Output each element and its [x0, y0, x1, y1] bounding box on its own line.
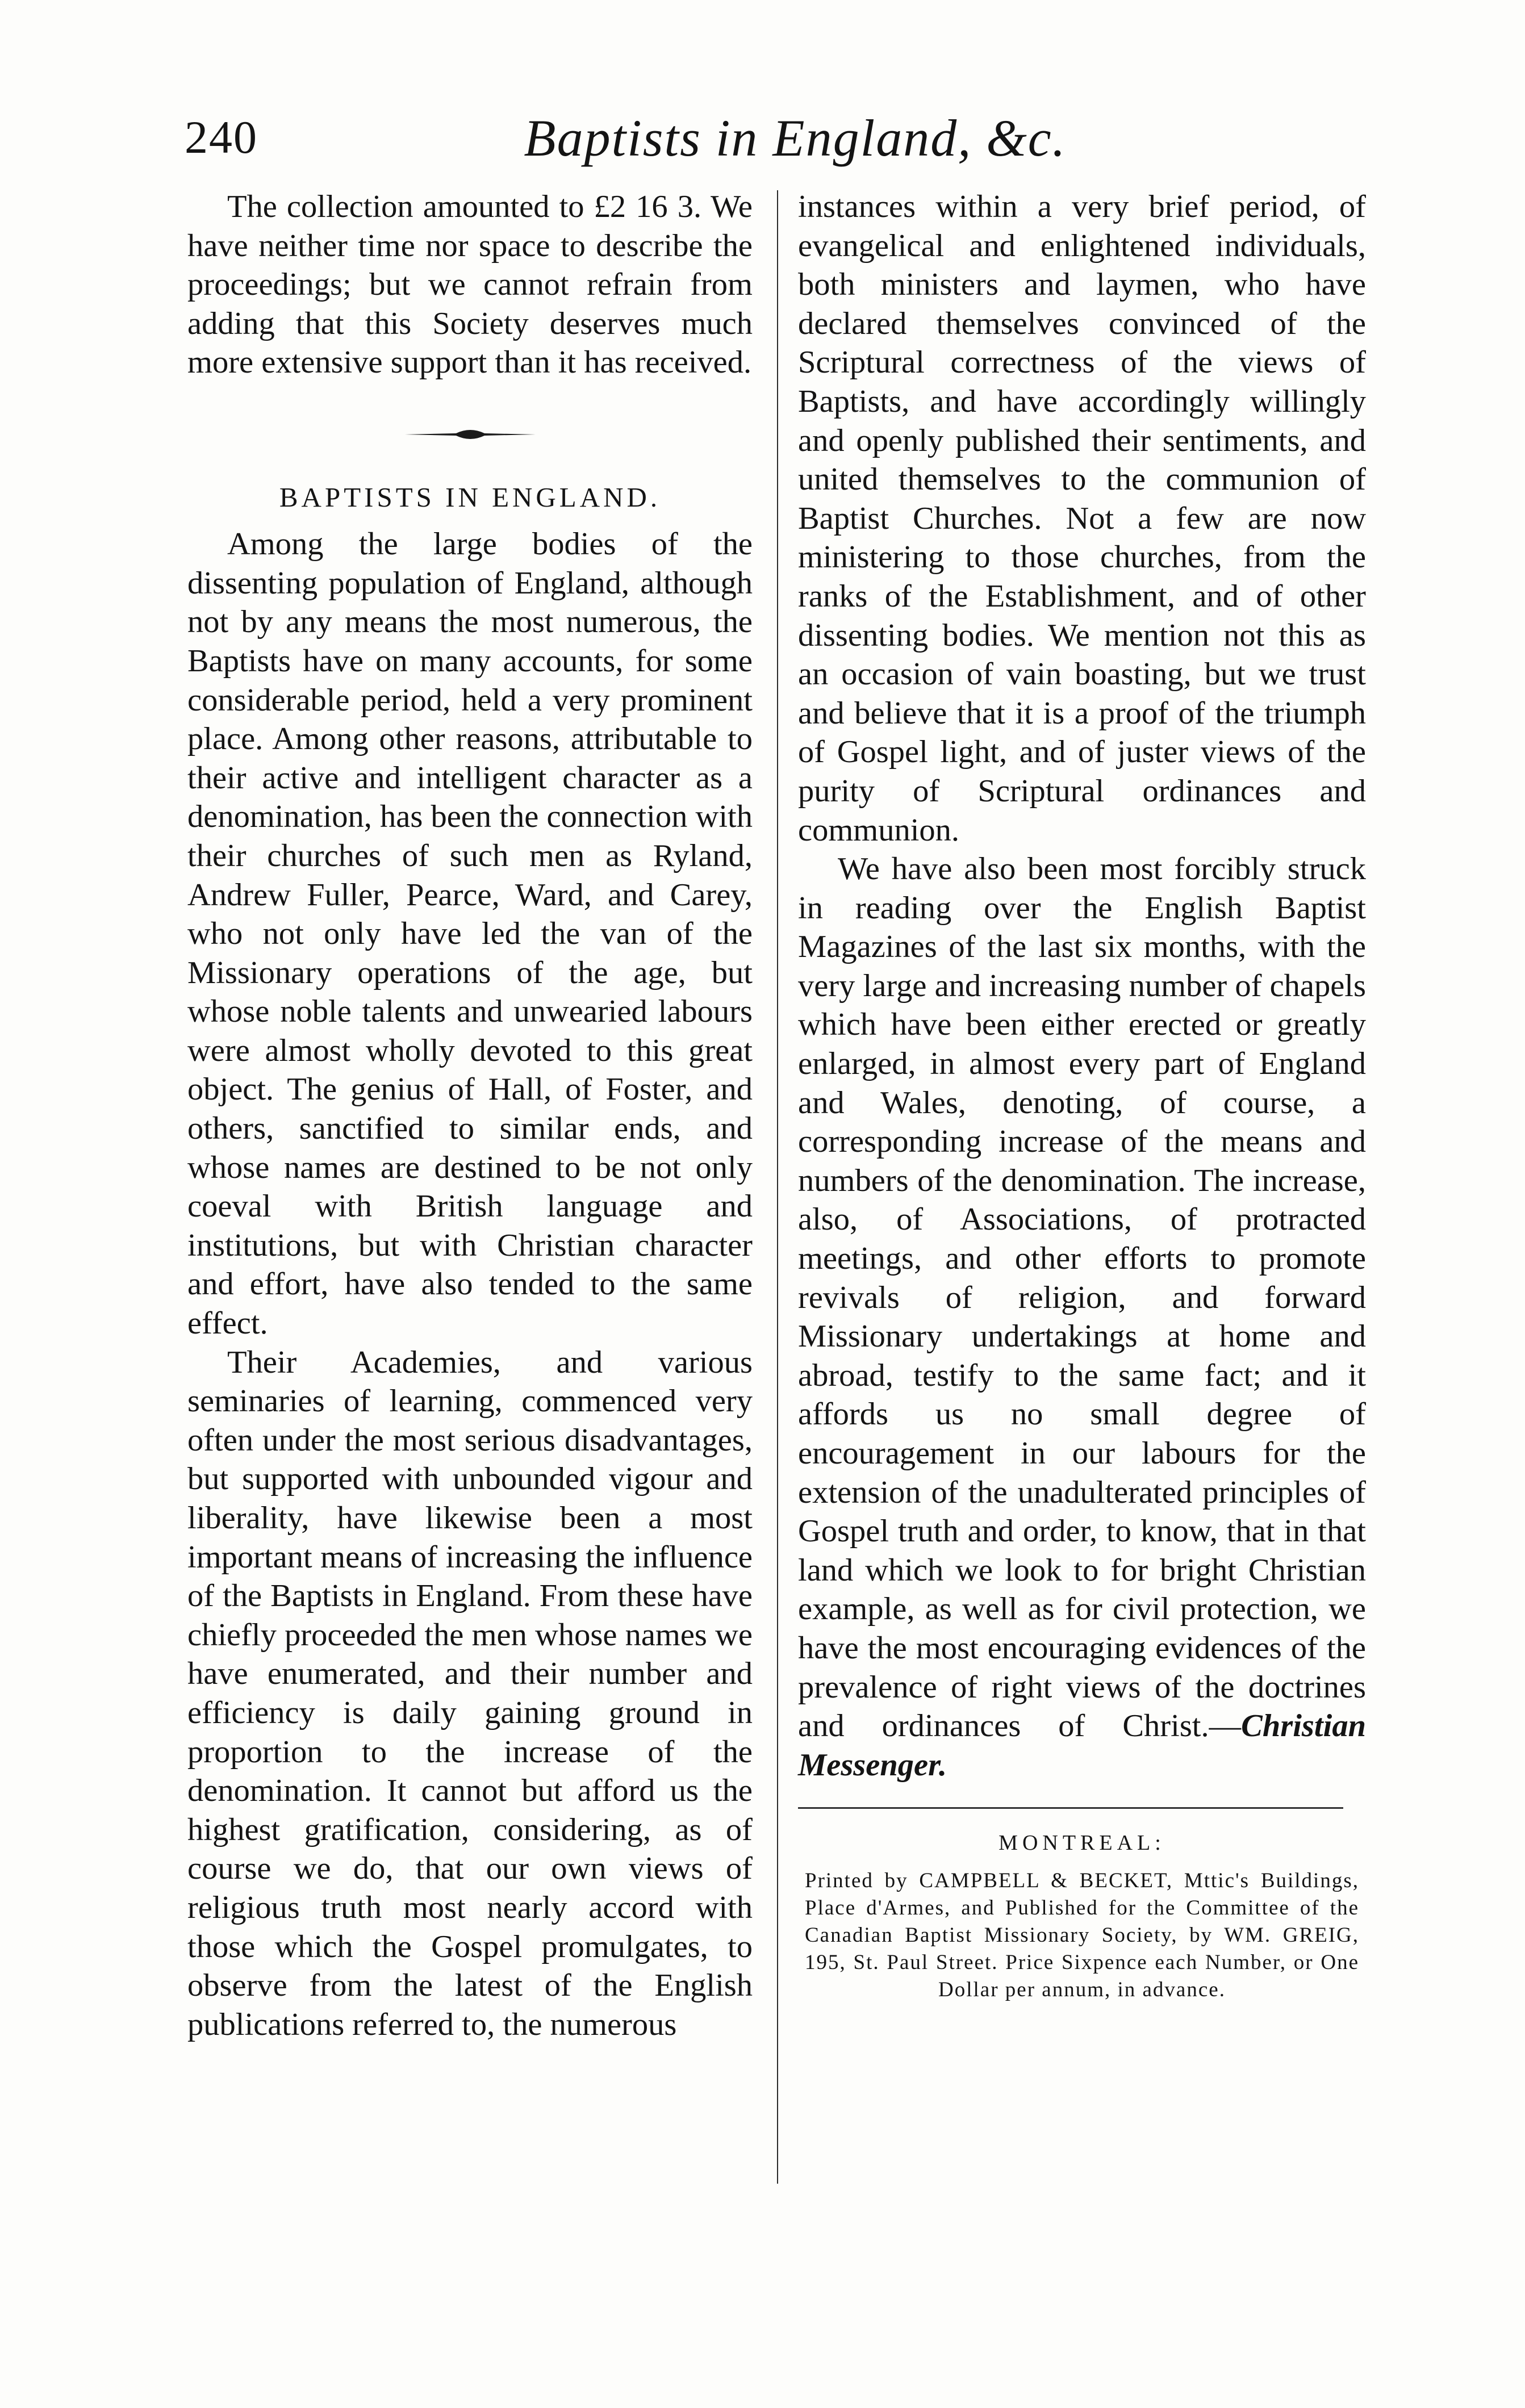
left-column: [187, 187, 753, 2044]
page-number: 240: [185, 111, 258, 163]
imprint-place: MONTREAL:: [998, 1831, 1165, 1855]
section-heading: BAPTISTS IN ENGLAND.: [279, 481, 661, 513]
article-paragraph-4: [798, 850, 1366, 1784]
running-title: Baptists in England, &c.: [524, 109, 1067, 167]
article-paragraph-3: instances within a very brief period, of evangelical and enlightened individuals, both ministers and laymen, who have declared themselves convinced of the Scriptural correctness of the views of Baptists, and have accordingly willingly and openly published their sentiments, and united themselves to the communion of Baptist Churches. Not a few are now ministering to those churches, from the ranks of the Establishment, and of other dissenting bodies. We mention not this as an occasion of vain boasting, but we trust and believe that it is a proof of the triumph of Gospel light, and of juster views of the purity of Scriptural ordinances and communion.: [798, 189, 1366, 848]
article-paragraph-2: Their Academies, and various seminaries of learning, commenced very often under the most serious disadvantages, but supported with unbounded vigour and liberality, have likewise been a most important means of increasing the influence of the Baptists in England. From these have chiefly proceeded the men whose names we have enumerated, and their number and efficiency is daily gaining ground in proportion to the increase of the denomination. It cannot but afford us the highest gratification, considering, as of course we do, that our own views of religious truth most nearly accord with those which the Gospel promulgates, to observe from the latest of the English publications referred to, the numerous: [187, 1344, 753, 2042]
column-divider: [777, 190, 778, 2184]
imprint-text: Printed by CAMPBELL & BECKET, Mttic's Buildings, Place d'Armes, and Published for the Committee of the Canadian Baptist Missionary Society, by WM. GREIG, 195, St. Paul Street. Price Sixpence each Number, or One Dollar per annum, in advance.: [805, 1868, 1359, 2001]
article-paragraph-1: Among the large bodies of the dissenting population of England, although not by any means the most numerous, the Baptists have on many accounts, for some considerable period, held a very prominent place. Among other reasons, attributable to their active and intelligent character as a denomination, has been the connection with their churches of such men as Ryland, Andrew Fuller, Pearce, Ward, and Carey, who not only have led the van of the Missionary operations of the age, but whose noble talents and unwearied labours were almost wholly devoted to this great object. The genius of Hall, of Foster, and others, sanctified to similar ends, and whose names are destined to be not only coeval with British language and institutions, but with Christian character and effort, have also tended to the same effect.: [187, 526, 753, 1341]
ornament-divider: [187, 416, 753, 455]
imprint-rule: [798, 1807, 1343, 1809]
intro-paragraph: The collection amounted to £2 16 3. We have neither time nor space to describe the proceedings; but we cannot refrain from adding that this Society deserves much more extensive support than it has received.: [187, 189, 753, 381]
ornament-rule-icon: [405, 423, 536, 446]
paragraph-4-text: We have also been most forcibly struck in reading over the English Baptist Magazines of the last six months, with the very large and increasing number of chapels which have been either erected or greatly enlarged, in almost every part of England and Wales, denoting, of course, a corresponding increase of the means and numbers of the denomination. The increase, also, of Associations, of protracted meetings, and other efforts to promote revivals of religion, and forward Missionary undertakings at home and abroad, testify to the same fact; and it affords us no small degree of encouragement in our labours for the extension of the unadulterated principles of Gospel truth and order, to know, that in that land which we look to for bright Christian example, as well as for civil protection, we have the most encouraging evidences of the prevalence of right views of the doctrines and ordinances of Christ.—: [798, 851, 1366, 1744]
source-citation: Christian Messenger.: [798, 1708, 1366, 1783]
right-column: [798, 187, 1366, 2004]
